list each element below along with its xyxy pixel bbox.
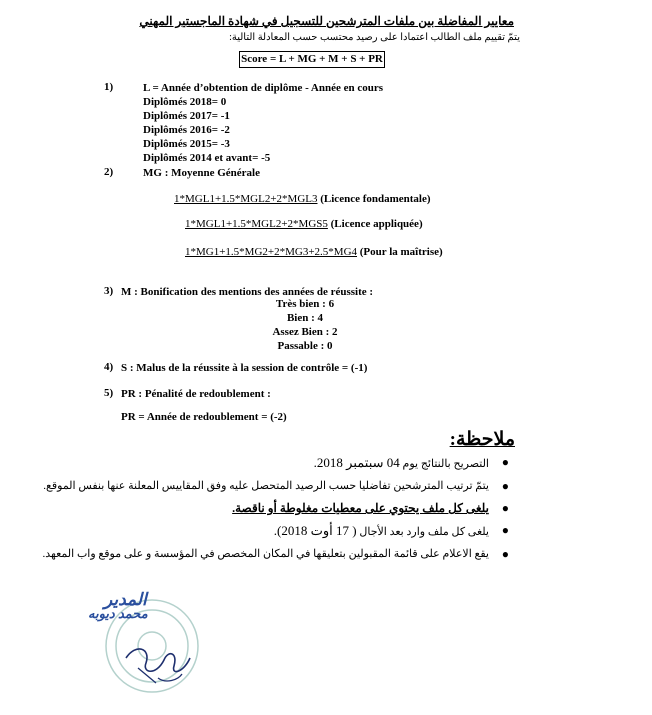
mg-formula-licence-fondamentale (174, 193, 431, 205)
section-1-line: Diplômés 2016= -2 (143, 124, 230, 136)
mg-formula: 1*MG1+1.5*MG2+2*MG3+2.5*MG4 (185, 246, 358, 258)
note-item (19, 547, 509, 569)
note-text: يقع الاعلام على قائمة المقبولين بتعليقها في المكان المخصص في المؤسسة و على موقع واب المعهد. (42, 548, 489, 560)
notes-heading: ملاحظة: (449, 429, 515, 450)
note-date: 04 سبتمبر 2018. (313, 455, 400, 470)
bullet-icon: ● (501, 479, 509, 493)
note-text: التصريح بالنتائج يوم (399, 458, 489, 470)
mg-formula: 1*MGL1+1.5*MGL2+2*MGS5 (185, 218, 328, 230)
signatory-title: المدير (104, 590, 147, 609)
section-1-number: 1) (104, 81, 114, 93)
section-1 (143, 81, 383, 165)
notes-list (19, 455, 509, 569)
mg-formula-label: (Pour la maîtrise) (357, 246, 443, 258)
document-subtitle: يتمّ تقييم ملف الطالب اعتمادا على رصيد محتسب حسب المعادلة التالية: (229, 32, 520, 43)
section-1-line: Diplômés 2017= -1 (143, 110, 230, 122)
bullet-icon: ● (501, 455, 509, 469)
note-date: ( 17 أوت 2018). (273, 523, 357, 538)
score-formula-box: Score = L + MG + M + S + PR (239, 51, 385, 68)
section-3-number: 3) (104, 285, 114, 297)
section-2-number: 2) (104, 166, 114, 178)
document-title: معايير المفاضلة بين ملفات المترشحين للتسجيل في شهادة الماجستير المهني (139, 14, 514, 28)
section-1-line: Diplômés 2014 et avant= -5 (143, 152, 271, 164)
note-text: يلغى كل ملف وارد بعد الأجال (356, 526, 489, 538)
note-text: يتمّ ترتيب المترشحين تفاضليا حسب الرصيد المتحصل عليه وفق المقاييس المعلنة عنها بنفس الموقع. (43, 480, 489, 492)
section-2-heading: MG : Moyenne Générale (143, 167, 260, 179)
note-item (19, 523, 509, 547)
mention-line: Bien : 4 (286, 312, 324, 324)
mention-line: Très bien : 6 (275, 298, 335, 310)
note-item (19, 479, 509, 501)
mentions-list (230, 297, 380, 353)
mention-line: Passable : 0 (277, 340, 333, 352)
section-3-heading: M : Bonification des mentions des années de réussite : (121, 286, 374, 298)
section-4-number: 4) (104, 361, 114, 373)
bullet-icon: ● (501, 501, 509, 515)
mg-formula: 1*MGL1+1.5*MGL2+2*MGL3 (174, 193, 318, 205)
mg-formula-maitrise (185, 246, 443, 258)
note-item (19, 455, 509, 479)
section-1-line: Diplômés 2018= 0 (143, 96, 227, 108)
section-5-formula: PR = Année de redoublement = (-2) (121, 411, 287, 423)
note-text: يلغى كل ملف يحتوي على معطيات مغلوطة أو ناقصة. (232, 501, 489, 515)
section-4-text: S : Malus de la réussite à la session de contrôle = (-1) (121, 362, 368, 374)
mg-formula-licence-appliquee (185, 218, 423, 230)
mention-line: Assez Bien : 2 (272, 326, 338, 338)
note-item (19, 501, 509, 523)
bullet-icon: ● (501, 547, 509, 561)
signatory-name: محمد ديوبه (88, 606, 148, 621)
mg-formula-label: (Licence fondamentale) (317, 193, 431, 205)
section-5-text: PR : Pénalité de redoublement : (121, 388, 271, 400)
section-1-heading: L = Année d’obtention de diplôme - Année en cours (143, 82, 384, 94)
section-5-number: 5) (104, 387, 114, 399)
section-1-line: Diplômés 2015= -3 (143, 138, 230, 150)
bullet-icon: ● (501, 523, 509, 537)
mg-formula-label: (Licence appliquée) (327, 218, 423, 230)
